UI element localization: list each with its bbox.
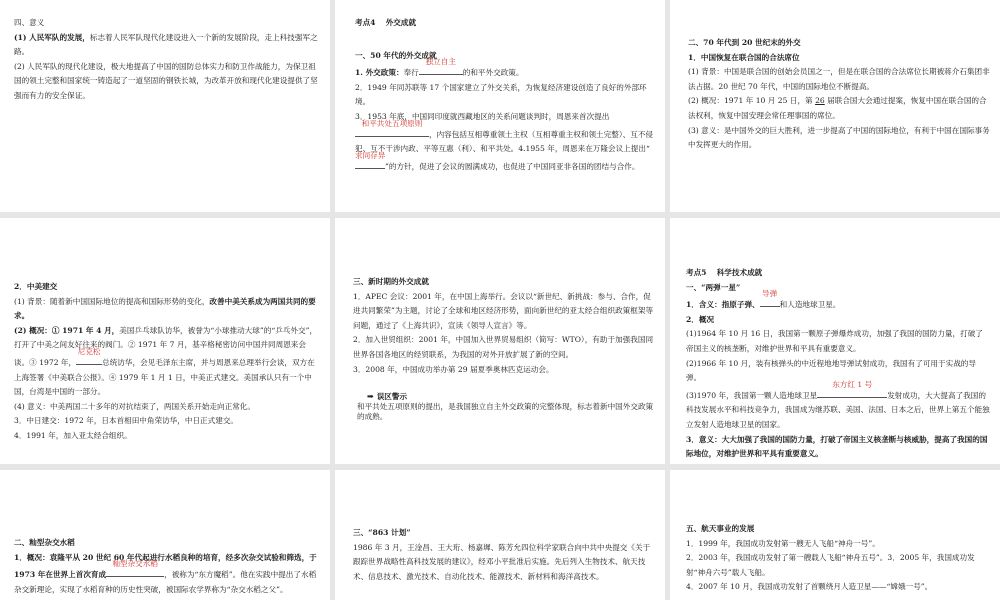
subsection-title: 一、“两弹一星” — [686, 282, 741, 292]
panel-space — [670, 470, 1000, 600]
panel-science-tech — [670, 218, 1000, 464]
paragraph: 3．中日建交：1972 年，日本首相田中角荣访华，中日正式建交。 — [14, 416, 239, 426]
paragraph: (1) 人民军队的发展，标志着人民军队现代化建设进入一个新的发展阶段，走上科技强军之路。 — [14, 32, 318, 57]
paragraph: (2) 概况：1971 年 10 月 25 日，第 26 届联合国大会通过提案，恢复中国在联合国的合法权利，恢复中国安理会常任理事国的席位。 — [688, 96, 987, 120]
answer-blank: 东方红 1 号 — [817, 386, 887, 398]
paragraph: (1) 背景：随着新中国国际地位的提高和国际形势的变化，改善中美关系成为两国共同的要求。 — [14, 296, 316, 321]
paragraph: 1. 外交政策：奉行 独立自主 的和平外交政策。 — [355, 57, 524, 78]
paragraph: (1) 背景：中国是联合国的创始会员国之一，但是在联合国的合法席位长期被蒋介石集团非法占据。20 世纪 70 年代，中国的国际地位不断提高。 — [688, 67, 990, 91]
panel-sino-us — [0, 218, 330, 464]
section-title: 二、籼型杂交水稻 — [14, 538, 75, 547]
paragraph: 4．2007 年 10 月，我国成功发射了首颗绕月人造卫星——“嫦娥一号”。 — [686, 582, 933, 592]
paragraph: (4) 意义：中美两国二十多年的对抗结束了，两国关系开始走向正常化。 — [14, 401, 255, 411]
section-title: 五、航天事业的发展 — [686, 524, 755, 533]
paragraph: 3．1953 年底，中国同印度就西藏地区的关系问题谈判时，周恩来首次提出 和平共处五项原则 ，内容包括互相尊重领土主权（互相尊重主权和领土完整）、互不侵犯、互不干涉内政、平等互惠（利）、和平共处。4.1955 年，周恩来在万隆会议上提出“ 求同存异 ”的方针，促进了会议的圆满成功，也促进了中国同亚非各国的团结与合作。 — [355, 111, 654, 171]
answer-blank: 和平共处五项原则 — [355, 125, 429, 137]
paragraph: 2．概况 — [686, 314, 715, 324]
answer-blank: 籼型杂交水稻 — [106, 565, 164, 577]
answer-blank: 尼克松 — [76, 353, 102, 365]
paragraph: 1．概况：袁隆平从 20 世纪 60 年代起进行水稻良种的培育，经多次杂交试验和筛选，于 1973 年在世界上首次育成 籼型杂交水稻 ，被称为“东方魔稻”。他在实践中提出了水稻杂交新理论，实现了水稻育种的历史性突破，被国际农学界称为“杂交水稻之父”。 — [14, 552, 317, 594]
paragraph: 2．1949 年同苏联等 17 个国家建立了外交关系，为恢复经济建设创造了良好的外部环境。 — [355, 82, 647, 107]
section-title: 二、70 年代到 20 世纪末的外交 — [688, 38, 801, 47]
paragraph: (3)1970 年，我国第一颗人造地球卫星 东方红 1 号 发射成功，大大提高了我国的科技发展水平和科技竞争力，我国成为继苏联、美国、法国、日本之后，世界上第五个能独立发射人造地球卫星的国家。 — [686, 379, 990, 429]
paragraph: (2) 概况：① 1971 年 4 月，美国乒乓球队访华，被誉为“小球推动大球”的“乒乓外交”，打开了中美之间友好往来的阀门。② 1971 年 7 月，基辛格秘密访问中国并同周恩来会谈。③ 1972 年， 尼克松 总统访华，会见毛泽东主席，并与周恩来总理举行会谈，双方在上海签署《中美联合公报》。④ 1979 年 1 月 1 日，中美正式建交。美国承认只有一个中国，台湾是中国的一部分。 — [14, 325, 318, 397]
panel-diplomacy-50s — [335, 0, 665, 212]
subsection-title: 一、50 年代的外交成就 — [355, 50, 437, 60]
subsection-title: 1．中国恢复在联合国的合法席位 — [688, 52, 800, 62]
section-title: 考点4 外交成就 — [355, 18, 417, 27]
panel-new-era-diplomacy — [335, 218, 665, 464]
section-title: 三、新时期的外交成就 — [353, 277, 429, 286]
answer-blank: 导弹 — [760, 295, 780, 307]
answer-blank: 求同存异 — [355, 157, 385, 169]
paragraph: 2．加入世贸组织：2001 年，中国加入世界贸易组织（简写：WTO），有助于加强我国同世界各国各地区的经贸联系，为我国的对外开放扩展了新的空间。 — [353, 335, 654, 359]
paragraph: (1)1964 年 10 月 16 日，我国第一颗原子弹爆炸成功，加强了我国的国防力量，打破了帝国主义的核垄断，对维护世界和平具有重要意义。 — [686, 329, 983, 353]
answer-blank: 独立自主 — [419, 63, 463, 75]
paragraph: 1．含义：指原子弹、 导弹 和人造地球卫星。 — [686, 289, 841, 310]
arrow-right-icon: ➡ — [367, 391, 374, 402]
panel-un-seat — [670, 0, 1000, 212]
paragraph: (3) 意义：是中国外交的巨大胜利，进一步提高了中国的国际地位，有利于中国在国际事务中发挥更大的作用。 — [688, 125, 990, 150]
paragraph: 1986 年 3 月，王淦昌、王大珩、杨嘉墀、陈芳允四位科学家联合向中共中央提交《关于跟踪世界战略性高科技发展的建议》，经邓小平批准后实施。先后列入生物技术、航天技术、信息技术、激光技术、自动化技术、能源技术、新材料和海洋高技术。 — [353, 542, 651, 581]
paragraph: 3．2008 年，中国成功举办第 29 届夏季奥林匹克运动会。 — [353, 364, 554, 374]
warning-text: 和平共处五项原则的提出，是我国独立自主外交政策的完整体现，标志着新中国外交政策的成熟。 — [357, 402, 654, 422]
section-title: 三、“863 计划” — [353, 528, 411, 537]
paragraph: 1．1999 年，我国成功发射第一艘无人飞船“神舟一号”。 — [686, 538, 880, 548]
paragraph: (2)1966 年 10 月，装有核弹头的中近程地地导弹试射成功，我国有了可用于实战的导弹。 — [686, 358, 976, 383]
panel-significance — [0, 0, 330, 212]
paragraph: 2．2003 年，我国成功发射了第一艘载人飞船“神舟五号”。3．2005 年，我国成功发射“神舟六号”载人飞船。 — [686, 553, 975, 577]
paragraph: 3．意义：大大加强了我国的国防力量，打破了帝国主义核垄断与核威胁，提高了我国的国际地位，对维护世界和平具有重要意义。 — [686, 434, 988, 459]
paragraph: (2) 人民军队的现代化建设，极大地提高了中国的国防总体实力和防卫作战能力，为保卫祖国的领土完整和国家统一铸造起了一道坚固的钢铁长城，为改革开放和现代化建设提供了坚强而有力的安全保证。 — [14, 61, 318, 100]
paragraph: 4．1991 年，加入亚太经合组织。 — [14, 430, 132, 440]
panel-863-plan — [335, 470, 665, 600]
section-title: 2．中美建交 — [14, 282, 58, 291]
warning-title: ➡ 误区警示 — [367, 391, 408, 402]
section-title: 四、意义 — [14, 18, 45, 27]
paragraph: 1．APEC 会议：2001 年，在中国上海举行。会议以“新世纪、新挑战：参与、合作，促进共同繁荣”为主题，讨论了全球和地区经济形势，面向新世纪的亚太经合组织政策框架等问题，通过了《上海共识》，宣读《领导人宣言》等。 — [353, 291, 654, 330]
panel-hybrid-rice — [0, 470, 330, 600]
section-title: 考点5 科学技术成就 — [686, 268, 763, 277]
